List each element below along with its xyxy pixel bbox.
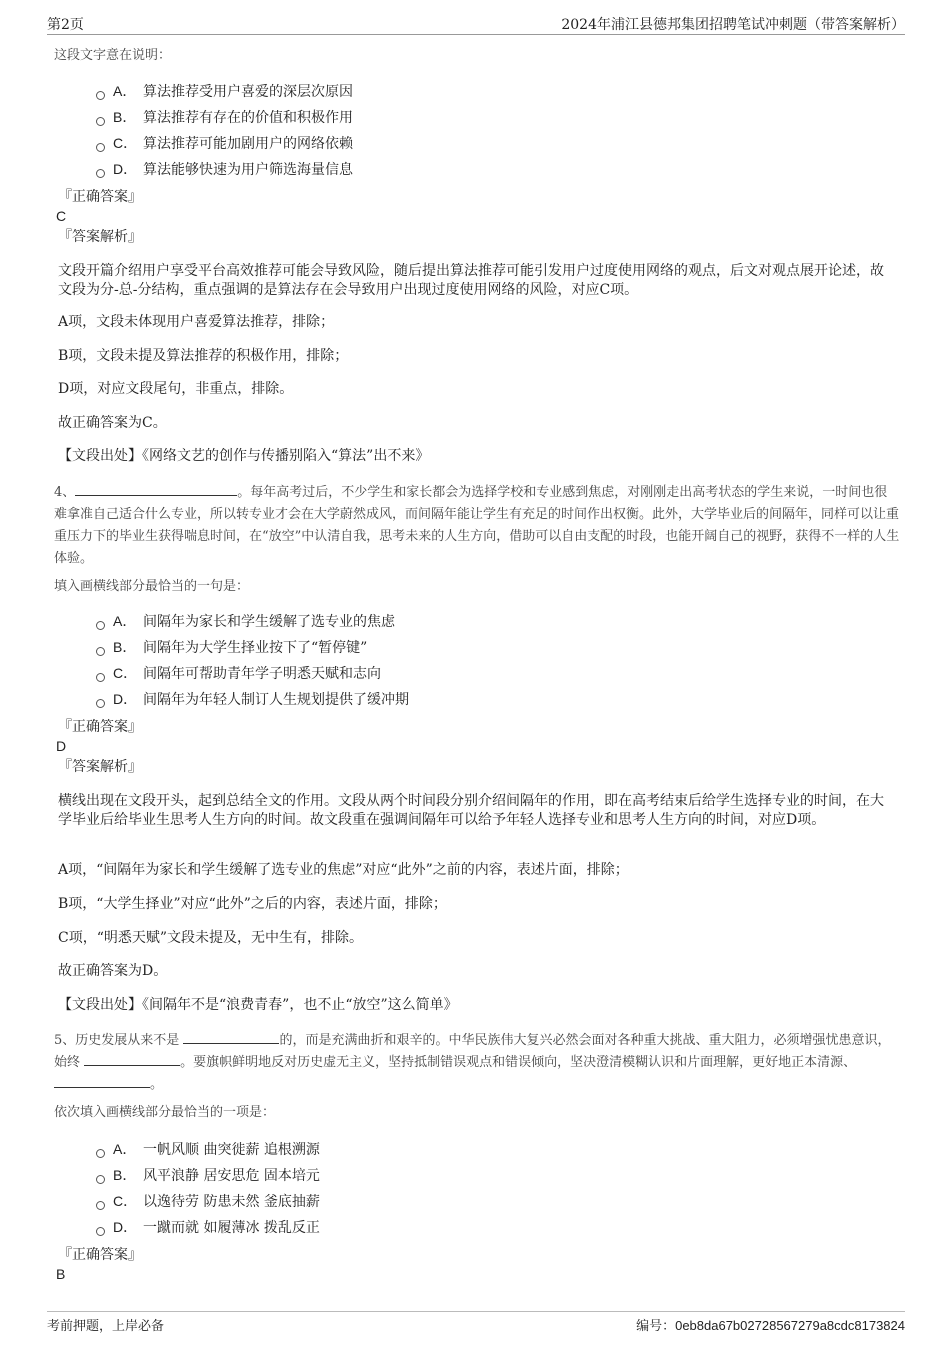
q4-answer: D xyxy=(56,738,67,754)
document-code: 编号：0eb8da67b02728567279a8cdc8173824 xyxy=(636,1318,905,1334)
page-header xyxy=(47,12,905,35)
q3-analysis-label: 『答案解析』 xyxy=(58,229,142,245)
q5-prompt: 依次填入画横线部分最恰当的一项是： xyxy=(54,1105,276,1120)
q5-option-b[interactable]: B． 风平浪静 居安思危 固本培元 xyxy=(96,1165,320,1185)
q5-option-a[interactable]: A． 一帆风顺 曲突徙薪 追根溯源 xyxy=(96,1139,320,1159)
q3-answer-label: 『正确答案』 xyxy=(58,189,142,205)
q3-option-a[interactable]: A． 算法推荐受用户喜爱的深层次原因 xyxy=(96,81,353,101)
radio-icon[interactable] xyxy=(96,117,105,126)
q5-blank-2 xyxy=(84,1053,180,1066)
q5-option-d[interactable]: D． 一蹴而就 如履薄冰 拨乱反正 xyxy=(96,1217,320,1237)
q4-analysis-label: 『答案解析』 xyxy=(58,759,142,775)
q3-answer: C xyxy=(56,208,67,224)
q4-option-c[interactable]: C． 间隔年可帮助青年学子明悉天赋和志向 xyxy=(96,663,381,683)
q5-option-c[interactable]: C． 以逸待劳 防患未然 釜底抽薪 xyxy=(96,1191,320,1211)
radio-icon[interactable] xyxy=(96,673,105,682)
page-footer xyxy=(47,1311,905,1334)
q3-analysis-conclusion: 故正确答案为C。 xyxy=(58,415,167,431)
q3-option-b[interactable]: B． 算法推荐有存在的价值和积极作用 xyxy=(96,107,353,127)
document-title: 2024年浦江县德邦集团招聘笔试冲刺题（带答案解析） xyxy=(561,17,905,33)
q3-analysis-a: A项，文段未体现用户喜爱算法推荐，排除； xyxy=(58,314,335,330)
q4-option-a[interactable]: A． 间隔年为家长和学生缓解了选专业的焦虑 xyxy=(96,611,395,631)
q4-prompt: 填入画横线部分最恰当的一句是： xyxy=(54,579,250,594)
q3-prompt: 这段文字意在说明： xyxy=(54,48,172,63)
q4-analysis-c: C项，“明悉天赋”文段未提及，无中生有，排除。 xyxy=(58,930,364,946)
q4-stem xyxy=(54,482,900,570)
page-number: 第2页 xyxy=(47,17,84,33)
q4-text: 。每年高考过后，不少学生和家长都会为选择学校和专业感到焦虑，对刚刚走出高考状态的学生来说，一时间也很难拿准自己适合什么专业，所以转专业才会在大学蔚然成风，而间隔年能让学生有充足的时间作出权衡。此外，大学毕业后的间隔年，同样可以让重重压力下的毕业生获得喘息时间，在“放空”中认清自我，思考未来的人生方向，借助可以自由支配的时段，也能开阔自己的视野，获得不一样的人生体验。 xyxy=(54,485,900,566)
radio-icon[interactable] xyxy=(96,647,105,656)
q3-option-c[interactable]: C． 算法推荐可能加剧用户的网络依赖 xyxy=(96,133,353,153)
q5-blank-1 xyxy=(183,1031,279,1044)
q4-analysis-conclusion: 故正确答案为D。 xyxy=(58,963,168,979)
radio-icon[interactable] xyxy=(96,1201,105,1210)
q4-analysis-b: B项，“大学生择业”对应“此外”之后的内容，表述片面，排除； xyxy=(58,896,447,912)
q3-analysis-b: B项，文段未提及算法推荐的积极作用，排除； xyxy=(58,348,349,364)
q4-analysis-main: 横线出现在文段开头，起到总结全文的作用。文段从两个时间段分别介绍间隔年的作用，即在高考结束后给学生选择专业的时间，在大学毕业后给毕业生思考人生方向的时间。故文段重在强调间隔年可以给予年轻人选择专业和思考人生方向的时间，对应D项。 xyxy=(58,793,884,828)
q4-number: 4、 xyxy=(54,485,76,500)
q4-option-b[interactable]: B． 间隔年为大学生择业按下了“暂停键” xyxy=(96,637,367,657)
q4-answer-label: 『正确答案』 xyxy=(58,719,142,735)
footer-slogan: 考前押题，上岸必备 xyxy=(47,1319,165,1334)
radio-icon[interactable] xyxy=(96,143,105,152)
q4-source: 【文段出处】《间隔年不是“浪费青春”，也不止“放空”这么简单》 xyxy=(58,997,458,1013)
q3-analysis-main: 文段开篇介绍用户享受平台高效推荐可能会导致风险，随后提出算法推荐可能引发用户过度使用网络的观点，后文对观点展开论述，故文段为分-总-分结构，重点强调的是算法存在会导致用户出现过度使用网络的风险，对应C项。 xyxy=(58,263,884,298)
radio-icon[interactable] xyxy=(96,699,105,708)
q5-number: 5、 xyxy=(54,1033,76,1048)
q4-blank xyxy=(75,483,237,496)
q5-blank-3 xyxy=(54,1075,150,1088)
q3-analysis-d: D项，对应文段尾句，非重点，排除。 xyxy=(58,381,294,397)
radio-icon[interactable] xyxy=(96,91,105,100)
q5-stem: 5、历史发展从来不是 的，而是充满曲折和艰辛的。中华民族伟大复兴必然会面对各种重大挑战、重大阻力，必须增强忧患意识，始终 。要旗帜鲜明地反对历史虚无主义，坚持抵制错误观点和错误倾向，坚决澄清模糊认识和片面理解，更好地正本清源、 。 xyxy=(54,1033,891,1092)
q3-option-d[interactable]: D． 算法能够快速为用户筛选海量信息 xyxy=(96,159,353,179)
radio-icon[interactable] xyxy=(96,1149,105,1158)
q5-answer-label: 『正确答案』 xyxy=(58,1247,142,1263)
q3-source: 【文段出处】《网络文艺的创作与传播别陷入“算法”出不来》 xyxy=(58,448,430,464)
q5-answer: B xyxy=(56,1266,66,1282)
q4-analysis-a: A项，“间隔年为家长和学生缓解了选专业的焦虑”对应“此外”之前的内容，表述片面，排除； xyxy=(58,862,629,878)
q4-option-d[interactable]: D． 间隔年为年轻人制订人生规划提供了缓冲期 xyxy=(96,689,409,709)
radio-icon[interactable] xyxy=(96,169,105,178)
radio-icon[interactable] xyxy=(96,1175,105,1184)
radio-icon[interactable] xyxy=(96,1227,105,1236)
radio-icon[interactable] xyxy=(96,621,105,630)
